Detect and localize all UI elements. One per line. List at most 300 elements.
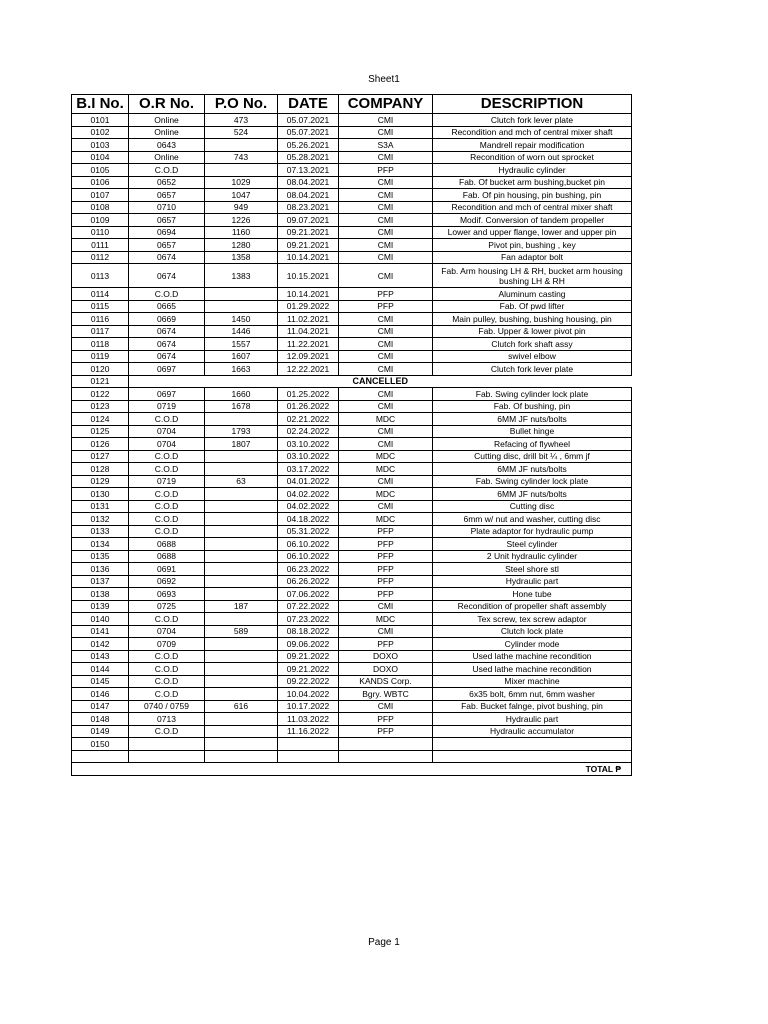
- cell-po-no: [205, 638, 278, 651]
- cell-company: PFP: [339, 588, 433, 601]
- cell-date: 04.02.2022: [278, 500, 339, 513]
- cell-date: [278, 750, 339, 763]
- cell-po-no: 1450: [205, 313, 278, 326]
- cell-po-no: [205, 413, 278, 426]
- cell-description: Hydraulic part: [433, 575, 632, 588]
- cell-description: Mandrell repair modification: [433, 139, 632, 152]
- cell-bi-no: 0136: [72, 563, 129, 576]
- cell-or-no: [129, 738, 205, 751]
- cell-or-no: C.O.D: [129, 725, 205, 738]
- cell-bi-no: 0117: [72, 325, 129, 338]
- cell-bi-no: 0144: [72, 663, 129, 676]
- cell-description: Fab. Swing cylinder lock plate: [433, 388, 632, 401]
- cell-date: 11.22.2021: [278, 338, 339, 351]
- table-row: [72, 725, 632, 738]
- cell-or-no: C.O.D: [129, 613, 205, 626]
- cell-date: 04.18.2022: [278, 513, 339, 526]
- cell-description: Fab. Of pwd lifter: [433, 300, 632, 313]
- cell-company: MDC: [339, 413, 433, 426]
- cell-or-no: Online: [129, 126, 205, 139]
- cell-bi-no: 0121: [72, 375, 129, 388]
- cell-or-no: 0692: [129, 575, 205, 588]
- cell-date: 09.22.2022: [278, 675, 339, 688]
- cell-company: CMI: [339, 425, 433, 438]
- cell-po-no: [205, 513, 278, 526]
- cell-bi-no: 0139: [72, 600, 129, 613]
- cell-date: 11.02.2021: [278, 313, 339, 326]
- table-row: [72, 189, 632, 202]
- table-row: [72, 425, 632, 438]
- cell-bi-no: 0114: [72, 288, 129, 301]
- table-row: [72, 325, 632, 338]
- cell-description: Steel cylinder: [433, 538, 632, 551]
- cell-company: CMI: [339, 475, 433, 488]
- cell-po-no: [205, 139, 278, 152]
- cell-po-no: 1660: [205, 388, 278, 401]
- cell-company: CMI: [339, 438, 433, 451]
- cell-or-no: C.O.D: [129, 650, 205, 663]
- cell-company: CMI: [339, 325, 433, 338]
- cell-bi-no: 0148: [72, 713, 129, 726]
- table-row: [72, 613, 632, 626]
- cell-or-no: 0657: [129, 239, 205, 252]
- cell-bi-no: 0142: [72, 638, 129, 651]
- cell-po-no: 473: [205, 114, 278, 127]
- cell-or-no: 0725: [129, 600, 205, 613]
- table-row: [72, 475, 632, 488]
- cell-date: 10.14.2021: [278, 288, 339, 301]
- cell-po-no: [205, 675, 278, 688]
- table-row: [72, 600, 632, 613]
- table-row: [72, 350, 632, 363]
- cell-bi-no: 0125: [72, 425, 129, 438]
- cell-date: [278, 738, 339, 751]
- cell-description: Mixer machine: [433, 675, 632, 688]
- cell-bi-no: 0109: [72, 214, 129, 227]
- cell-po-no: 1226: [205, 214, 278, 227]
- cell-description: [433, 750, 632, 763]
- cell-bi-no: 0111: [72, 239, 129, 252]
- cell-bi-no: 0147: [72, 700, 129, 713]
- cell-or-no: C.O.D: [129, 513, 205, 526]
- cell-bi-no: 0140: [72, 613, 129, 626]
- cell-bi-no: 0133: [72, 525, 129, 538]
- cell-description: Clutch fork lever plate: [433, 363, 632, 376]
- sheet-title: Sheet1: [368, 74, 400, 85]
- cell-description: Hydraulic cylinder: [433, 164, 632, 177]
- cell-po-no: [205, 613, 278, 626]
- cell-description: Cutting disc: [433, 500, 632, 513]
- table-row: [72, 500, 632, 513]
- cell-po-no: 1557: [205, 338, 278, 351]
- cell-or-no: C.O.D: [129, 675, 205, 688]
- cell-company: Bgry. WBTC: [339, 688, 433, 701]
- table-row: [72, 288, 632, 301]
- cell-company: PFP: [339, 538, 433, 551]
- cell-description: Recondition and mch of central mixer shaft: [433, 201, 632, 214]
- cell-or-no: 0713: [129, 713, 205, 726]
- table-row: [72, 139, 632, 152]
- cell-bi-no: 0132: [72, 513, 129, 526]
- cell-company: PFP: [339, 563, 433, 576]
- cell-or-no: Online: [129, 114, 205, 127]
- cell-description: Recondition of propeller shaft assembly: [433, 600, 632, 613]
- total-row: [72, 763, 632, 776]
- cell-po-no: 1607: [205, 350, 278, 363]
- cell-po-no: 1383: [205, 264, 278, 288]
- cell-company: PFP: [339, 288, 433, 301]
- cell-date: 05.07.2021: [278, 126, 339, 139]
- cell-or-no: [129, 750, 205, 763]
- cell-date: 06.10.2022: [278, 550, 339, 563]
- cell-company: CMI: [339, 350, 433, 363]
- cell-bi-no: 0119: [72, 350, 129, 363]
- table-row: [72, 400, 632, 413]
- cell-date: 12.09.2021: [278, 350, 339, 363]
- cell-or-no: 0740 / 0759: [129, 700, 205, 713]
- cell-description: Pivot pin, bushing , key: [433, 239, 632, 252]
- cell-or-no: 0665: [129, 300, 205, 313]
- cell-date: 10.04.2022: [278, 688, 339, 701]
- cell-bi-no: 0110: [72, 226, 129, 239]
- cell-description: Used lathe machine recondition: [433, 650, 632, 663]
- cell-bi-no: 0145: [72, 675, 129, 688]
- cell-or-no: C.O.D: [129, 463, 205, 476]
- cell-po-no: 616: [205, 700, 278, 713]
- cell-po-no: [205, 575, 278, 588]
- cell-company: PFP: [339, 550, 433, 563]
- cell-date: 07.13.2021: [278, 164, 339, 177]
- cell-bi-no: 0118: [72, 338, 129, 351]
- table-row: [72, 750, 632, 763]
- cell-or-no: 0697: [129, 388, 205, 401]
- cell-bi-no: 0129: [72, 475, 129, 488]
- table-row: [72, 700, 632, 713]
- header-date: DATE: [278, 95, 339, 114]
- cell-bi-no: 0146: [72, 688, 129, 701]
- table-row: [72, 251, 632, 264]
- cell-company: CMI: [339, 226, 433, 239]
- cell-or-no: C.O.D: [129, 688, 205, 701]
- table-row: [72, 563, 632, 576]
- table-row: [72, 313, 632, 326]
- cell-or-no: 0719: [129, 475, 205, 488]
- cell-or-no: 0694: [129, 226, 205, 239]
- cell-or-no: Online: [129, 151, 205, 164]
- cell-or-no: 0674: [129, 251, 205, 264]
- cell-bi-no: 0150: [72, 738, 129, 751]
- header-bi-no: B.I No.: [72, 95, 129, 114]
- cell-bi-no: 0131: [72, 500, 129, 513]
- cell-company: CMI: [339, 114, 433, 127]
- table-row: [72, 525, 632, 538]
- cell-bi-no: 0113: [72, 264, 129, 288]
- cell-or-no: 0697: [129, 363, 205, 376]
- cell-po-no: 949: [205, 201, 278, 214]
- cell-description: Tex screw, tex screw adaptor: [433, 613, 632, 626]
- cell-or-no: 0674: [129, 264, 205, 288]
- cell-or-no: 0704: [129, 438, 205, 451]
- cell-or-no: C.O.D: [129, 413, 205, 426]
- cell-description: Hydraulic part: [433, 713, 632, 726]
- table-row: [72, 663, 632, 676]
- cell-or-no: 0674: [129, 338, 205, 351]
- table-row: [72, 239, 632, 252]
- table-row: [72, 388, 632, 401]
- cell-po-no: 589: [205, 625, 278, 638]
- cell-date: 05.26.2021: [278, 139, 339, 152]
- cell-po-no: 1807: [205, 438, 278, 451]
- cell-bi-no: 0112: [72, 251, 129, 264]
- cell-date: 10.17.2022: [278, 700, 339, 713]
- cell-company: CMI: [339, 176, 433, 189]
- cell-date: 09.21.2021: [278, 226, 339, 239]
- cell-or-no: 0688: [129, 538, 205, 551]
- cell-bi-no: 0102: [72, 126, 129, 139]
- cell-date: 09.21.2021: [278, 239, 339, 252]
- cell-po-no: 1678: [205, 400, 278, 413]
- table-row: [72, 164, 632, 177]
- cell-or-no: C.O.D: [129, 450, 205, 463]
- cell-po-no: [205, 500, 278, 513]
- cell-description: Recondition and mch of central mixer shaft: [433, 126, 632, 139]
- cell-po-no: [205, 650, 278, 663]
- cell-bi-no: 0127: [72, 450, 129, 463]
- table-row: [72, 226, 632, 239]
- cell-description: Fab. Upper & lower pivot pin: [433, 325, 632, 338]
- cell-description: Fab. Of bushing, pin: [433, 400, 632, 413]
- cell-date: 03.10.2022: [278, 450, 339, 463]
- header-row: [72, 95, 632, 114]
- cell-po-no: 187: [205, 600, 278, 613]
- cell-company: MDC: [339, 488, 433, 501]
- table-row: [72, 438, 632, 451]
- cell-or-no: 0704: [129, 425, 205, 438]
- cell-or-no: C.O.D: [129, 500, 205, 513]
- cell-description: 6MM JF nuts/bolts: [433, 413, 632, 426]
- cell-bi-no: 0122: [72, 388, 129, 401]
- cell-company: CMI: [339, 625, 433, 638]
- cell-description: Fan adaptor bolt: [433, 251, 632, 264]
- cell-po-no: [205, 450, 278, 463]
- cell-date: 11.16.2022: [278, 725, 339, 738]
- header-or-no: O.R No.: [129, 95, 205, 114]
- cell-bi-no: 0128: [72, 463, 129, 476]
- cell-po-no: 1029: [205, 176, 278, 189]
- cell-bi-no: 0120: [72, 363, 129, 376]
- ledger-body: [72, 114, 632, 763]
- cell-description: Bullet hinge: [433, 425, 632, 438]
- cell-date: 09.06.2022: [278, 638, 339, 651]
- cell-company: CMI: [339, 600, 433, 613]
- cell-or-no: 0652: [129, 176, 205, 189]
- cell-po-no: 1280: [205, 239, 278, 252]
- cell-company: S3A: [339, 139, 433, 152]
- table-row: [72, 625, 632, 638]
- cell-bi-no: 0135: [72, 550, 129, 563]
- cell-po-no: [205, 688, 278, 701]
- cell-date: 05.28.2021: [278, 151, 339, 164]
- cell-company: CMI: [339, 700, 433, 713]
- cell-date: 05.31.2022: [278, 525, 339, 538]
- table-row: [72, 738, 632, 751]
- cell-or-no: 0688: [129, 550, 205, 563]
- cell-or-no: C.O.D: [129, 488, 205, 501]
- cell-company: PFP: [339, 713, 433, 726]
- page-number: Page 1: [368, 937, 400, 948]
- cell-date: 04.02.2022: [278, 488, 339, 501]
- cell-company: MDC: [339, 450, 433, 463]
- table-row: [72, 126, 632, 139]
- table-row: [72, 688, 632, 701]
- cell-company: CMI: [339, 313, 433, 326]
- table-row: [72, 300, 632, 313]
- cell-or-no: C.O.D: [129, 525, 205, 538]
- cell-description: Recondition of worn out sprocket: [433, 151, 632, 164]
- cell-company: CMI: [339, 201, 433, 214]
- cell-po-no: [205, 738, 278, 751]
- cell-po-no: [205, 164, 278, 177]
- cell-or-no: 0669: [129, 313, 205, 326]
- cell-bi-no: 0101: [72, 114, 129, 127]
- cell-description: swivel elbow: [433, 350, 632, 363]
- cell-po-no: 1663: [205, 363, 278, 376]
- cell-po-no: 1358: [205, 251, 278, 264]
- table-row: [72, 575, 632, 588]
- cell-or-no: 0693: [129, 588, 205, 601]
- cell-company: CMI: [339, 388, 433, 401]
- cell-bi-no: 0107: [72, 189, 129, 202]
- table-row: [72, 413, 632, 426]
- cell-bi-no: 0115: [72, 300, 129, 313]
- cell-date: 10.15.2021: [278, 264, 339, 288]
- cell-date: 06.23.2022: [278, 563, 339, 576]
- cell-description: Hone tube: [433, 588, 632, 601]
- table-row: [72, 264, 632, 288]
- cell-company: MDC: [339, 513, 433, 526]
- cell-description: 2 Unit hydraulic cylinder: [433, 550, 632, 563]
- cell-or-no: C.O.D: [129, 164, 205, 177]
- cell-bi-no: 0126: [72, 438, 129, 451]
- table-row: [72, 151, 632, 164]
- table-row: [72, 513, 632, 526]
- header-po-no: P.O No.: [205, 95, 278, 114]
- table-row: [72, 550, 632, 563]
- cell-description: Clutch lock plate: [433, 625, 632, 638]
- cell-po-no: [205, 713, 278, 726]
- cell-bi-no: 0130: [72, 488, 129, 501]
- cell-date: 01.26.2022: [278, 400, 339, 413]
- cell-date: 05.07.2021: [278, 114, 339, 127]
- cell-po-no: 1047: [205, 189, 278, 202]
- cell-description: Main pulley, bushing, bushing housing, pin: [433, 313, 632, 326]
- cell-bi-no: 0134: [72, 538, 129, 551]
- cell-description: Plate adaptor for hydraulic pump: [433, 525, 632, 538]
- cell-date: 08.23.2021: [278, 201, 339, 214]
- cell-company: CMI: [339, 338, 433, 351]
- cell-or-no: 0657: [129, 214, 205, 227]
- cell-description: Fab. Of bucket arm bushing,bucket pin: [433, 176, 632, 189]
- cell-date: 01.29.2022: [278, 300, 339, 313]
- cell-date: 04.01.2022: [278, 475, 339, 488]
- cell-bi-no: 0104: [72, 151, 129, 164]
- table-row: [72, 114, 632, 127]
- cell-date: 02.24.2022: [278, 425, 339, 438]
- cell-date: 08.04.2021: [278, 189, 339, 202]
- cell-bi-no: 0123: [72, 400, 129, 413]
- cell-date: 01.25.2022: [278, 388, 339, 401]
- cell-po-no: [205, 288, 278, 301]
- cell-bi-no: 0137: [72, 575, 129, 588]
- cell-company: PFP: [339, 575, 433, 588]
- cell-company: [339, 738, 433, 751]
- cell-company: CMI: [339, 500, 433, 513]
- cell-po-no: 1160: [205, 226, 278, 239]
- cell-po-no: [205, 588, 278, 601]
- table-row: [72, 375, 632, 388]
- table-row: [72, 538, 632, 551]
- cell-date: 11.03.2022: [278, 713, 339, 726]
- cell-or-no: C.O.D: [129, 288, 205, 301]
- table-row: [72, 463, 632, 476]
- cell-company: CMI: [339, 400, 433, 413]
- cell-company: PFP: [339, 300, 433, 313]
- cell-description: Fab. Swing cylinder lock plate: [433, 475, 632, 488]
- cell-po-no: 743: [205, 151, 278, 164]
- cell-company: PFP: [339, 525, 433, 538]
- cell-date: 07.22.2022: [278, 600, 339, 613]
- table-row: [72, 650, 632, 663]
- cell-bi-no: 0143: [72, 650, 129, 663]
- table-row: [72, 176, 632, 189]
- cell-bi-no: 0105: [72, 164, 129, 177]
- table-row: [72, 214, 632, 227]
- cell-po-no: 63: [205, 475, 278, 488]
- cell-or-no: 0709: [129, 638, 205, 651]
- cell-or-no: 0710: [129, 201, 205, 214]
- cell-po-no: 1446: [205, 325, 278, 338]
- header-company: COMPANY: [339, 95, 433, 114]
- cell-date: 12.22.2021: [278, 363, 339, 376]
- cell-company: MDC: [339, 613, 433, 626]
- cell-bi-no: 0103: [72, 139, 129, 152]
- cell-company: CMI: [339, 214, 433, 227]
- cell-bi-no: 0106: [72, 176, 129, 189]
- table-row: [72, 675, 632, 688]
- cell-po-no: [205, 538, 278, 551]
- cell-po-no: [205, 488, 278, 501]
- cell-description: 6MM JF nuts/bolts: [433, 488, 632, 501]
- cell-description: Hydraulic accumulator: [433, 725, 632, 738]
- cell-or-no: 0674: [129, 325, 205, 338]
- cell-description: Aluminum casting: [433, 288, 632, 301]
- cell-description: 6x35 bolt, 6mm nut, 6mm washer: [433, 688, 632, 701]
- cell-bi-no: [72, 750, 129, 763]
- cell-po-no: [205, 663, 278, 676]
- cell-description: Lower and upper flange, lower and upper pin: [433, 226, 632, 239]
- cell-date: 06.10.2022: [278, 538, 339, 551]
- cell-or-no: C.O.D: [129, 663, 205, 676]
- table-row: [72, 363, 632, 376]
- cell-description: Refacing of flywheel: [433, 438, 632, 451]
- cell-bi-no: 0108: [72, 201, 129, 214]
- cell-company: MDC: [339, 463, 433, 476]
- cell-company: PFP: [339, 638, 433, 651]
- cell-date: 06.26.2022: [278, 575, 339, 588]
- table-row: [72, 713, 632, 726]
- cell-date: 09.07.2021: [278, 214, 339, 227]
- ledger-table: [71, 94, 632, 776]
